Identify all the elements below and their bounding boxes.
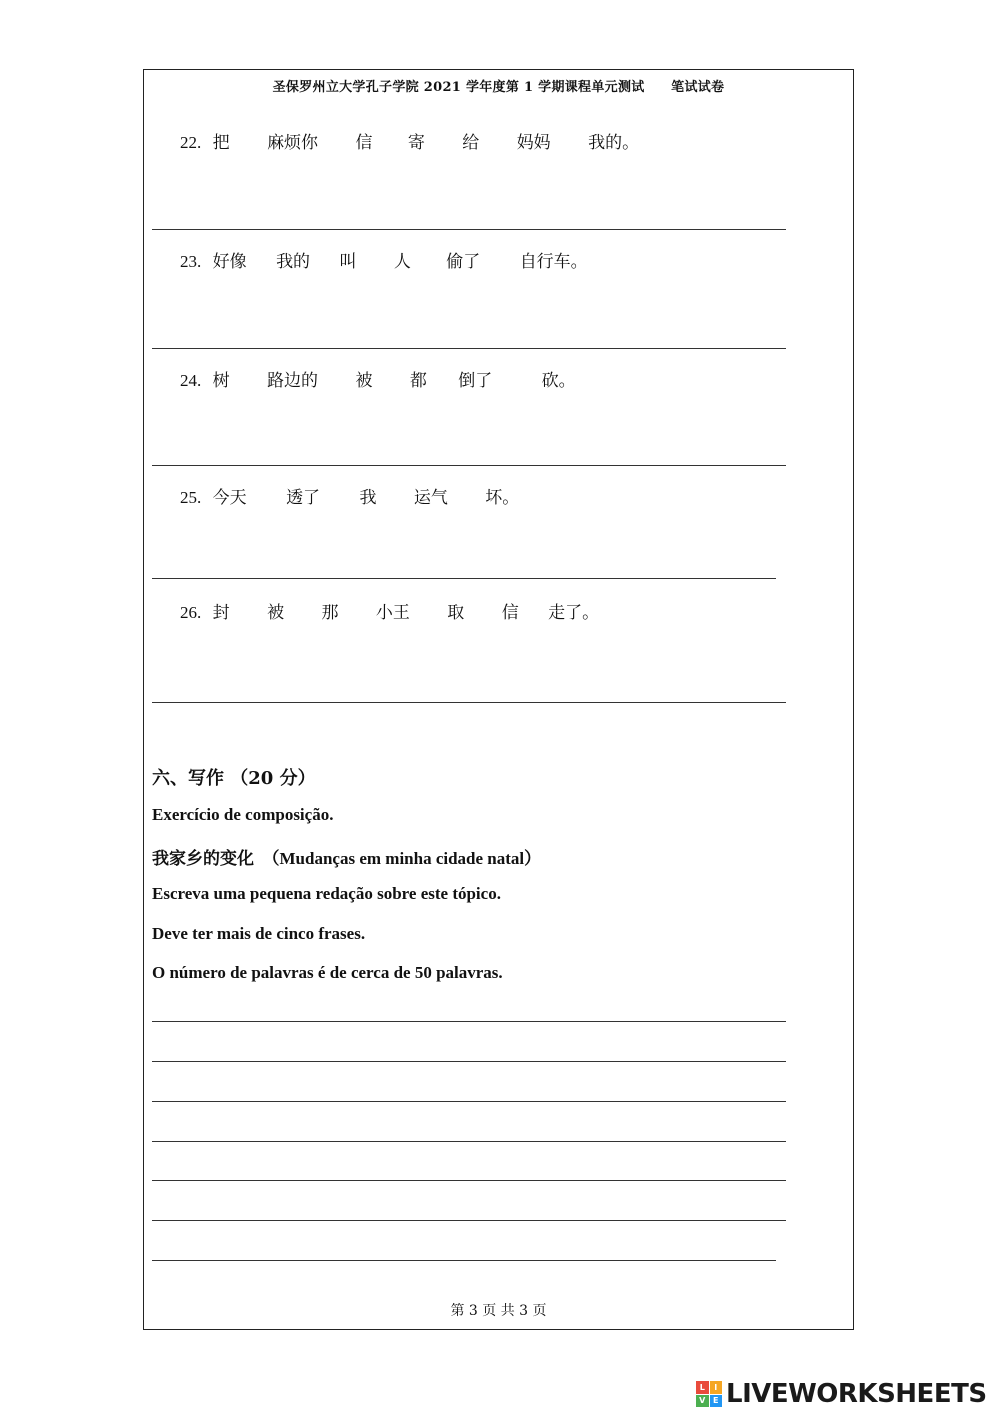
question-25 <box>180 483 519 508</box>
word-tile: 我的 <box>276 252 311 272</box>
word-tile: 都 <box>409 371 427 391</box>
word-tile: 我的。 <box>588 133 640 153</box>
word-tile: 偷了 <box>446 252 481 272</box>
word-tile: 倒了 <box>458 371 493 391</box>
writing-line[interactable] <box>152 1021 786 1022</box>
answer-line-25[interactable] <box>152 578 776 579</box>
answer-line-24[interactable] <box>152 465 786 466</box>
answer-line-23[interactable] <box>152 348 786 349</box>
liveworksheets-brand[interactable] <box>696 1378 987 1410</box>
page-footer: 第 3 页 共 3 页 <box>450 1303 547 1319</box>
word-tile: 被 <box>267 603 285 623</box>
answer-line-26[interactable] <box>152 702 786 703</box>
question-22 <box>180 128 639 153</box>
writing-line[interactable] <box>152 1061 786 1062</box>
word-tile: 叫 <box>339 252 357 272</box>
word-tile: 透了 <box>286 488 321 508</box>
writing-line[interactable] <box>152 1220 786 1221</box>
word-tile: 运气 <box>413 488 448 508</box>
word-tile: 那 <box>321 603 339 623</box>
writing-topic: 我家乡的变化 （Mudanças em minha cidade natal） <box>152 849 542 868</box>
word-tile: 小王 <box>375 603 410 623</box>
word-tile: 信 <box>501 603 519 623</box>
word-tile: 路边的 <box>267 371 319 391</box>
word-tile: 被 <box>355 371 373 391</box>
word-tile: 好像 <box>212 252 247 272</box>
writing-line[interactable] <box>152 1141 786 1142</box>
word-tile: 信 <box>355 133 373 153</box>
word-tile: 自行车。 <box>519 252 588 272</box>
logo-letter: L <box>696 1381 709 1394</box>
question-number: 23. <box>180 252 202 271</box>
word-tile: 给 <box>462 133 480 153</box>
word-tile: 我 <box>359 488 377 508</box>
word-tile: 封 <box>212 603 230 623</box>
word-tile: 人 <box>393 252 411 272</box>
brand-name: LIVEWORKSHEETS <box>726 1379 987 1409</box>
question-number: 24. <box>180 371 202 390</box>
section-title-writing: 六、写作 （20 分） <box>152 768 316 789</box>
word-tile: 坏。 <box>485 488 520 508</box>
worksheet-page <box>143 69 854 1330</box>
liveworksheets-logo-icon <box>696 1381 722 1407</box>
word-tile: 把 <box>212 133 230 153</box>
word-tile: 今天 <box>212 488 247 508</box>
word-tile: 树 <box>212 371 230 391</box>
question-number: 25. <box>180 488 202 507</box>
word-tile: 妈妈 <box>516 133 551 153</box>
question-24 <box>180 366 576 391</box>
writing-instruction-1: Exercício de composição. <box>152 805 334 824</box>
writing-instruction-4: O número de palavras é de cerca de 50 palavras. <box>152 963 503 982</box>
writing-line[interactable] <box>152 1180 786 1181</box>
writing-instruction-3: Deve ter mais de cinco frases. <box>152 924 366 943</box>
question-number: 22. <box>180 133 202 152</box>
question-number: 26. <box>180 603 202 622</box>
word-tile: 寄 <box>407 133 425 153</box>
word-tile: 麻烦你 <box>267 133 319 153</box>
answer-line-22[interactable] <box>152 229 786 230</box>
writing-line[interactable] <box>152 1101 786 1102</box>
word-tile: 砍。 <box>541 371 576 391</box>
page-header: 圣保罗州立大学孔子学院 2021 学年度第 1 学期课程单元测试 笔试试卷 <box>272 80 725 95</box>
logo-letter: E <box>710 1395 723 1408</box>
logo-letter: I <box>710 1381 723 1394</box>
writing-line[interactable] <box>152 1260 776 1261</box>
logo-letter: V <box>696 1395 709 1408</box>
word-tile: 走了。 <box>548 603 600 623</box>
writing-instruction-2: Escreva uma pequena redação sobre este tópico. <box>152 884 501 903</box>
question-23 <box>180 247 588 272</box>
question-26 <box>180 598 599 623</box>
word-tile: 取 <box>447 603 465 623</box>
